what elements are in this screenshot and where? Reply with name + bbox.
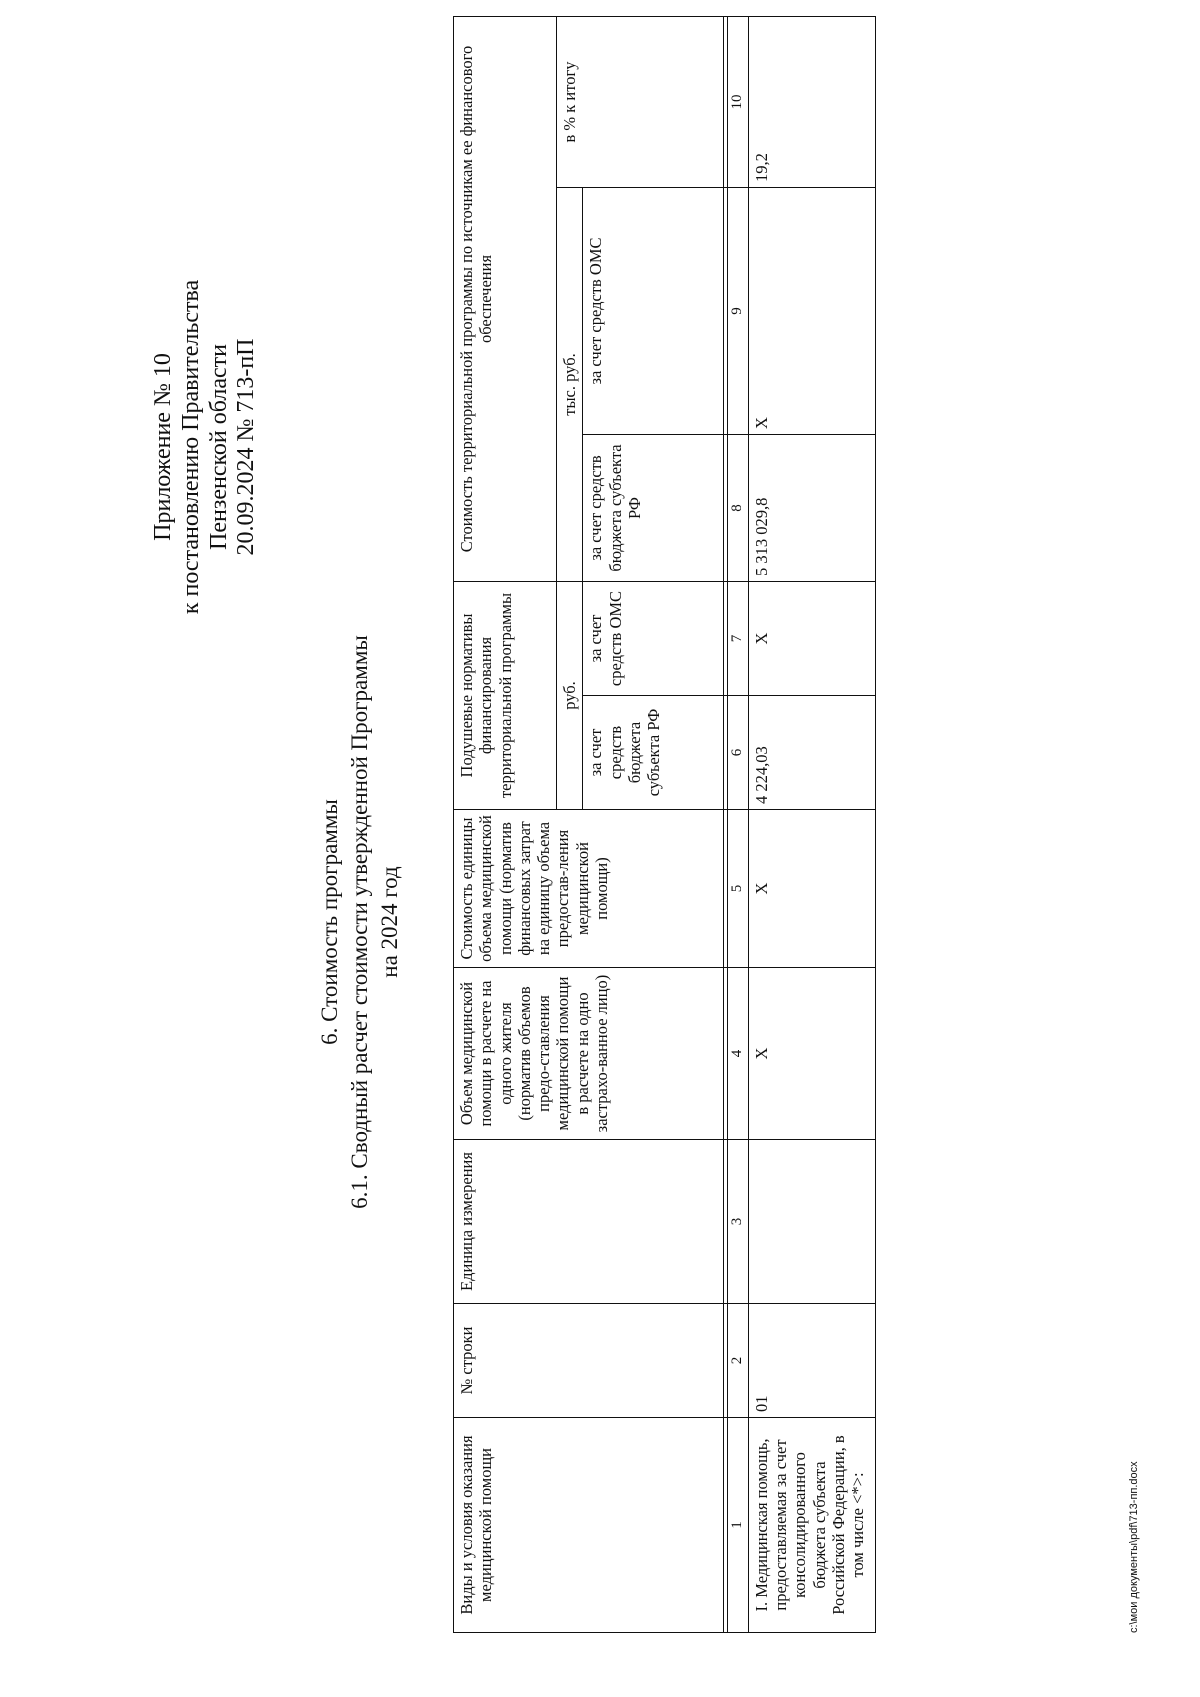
row-budget-cost: 5 313 029,8 (748, 435, 875, 582)
column-numbers-row (728, 16, 749, 1632)
row-oms-cost: Х (748, 188, 875, 435)
subsection-title: 6.1. Сводный расчет стоимости утвержденной Программы (346, 635, 372, 1209)
column-number: 10 (728, 16, 749, 187)
appendix-region: Пензенской области (205, 344, 232, 550)
row-unit-cost: Х (748, 810, 875, 968)
row-kind: I. Медицинская помощь, предоставляемая за счет консолидированного бюджета субъекта Российской Федерации, в том числе <*>: (748, 1418, 875, 1633)
row-percent: 19,2 (748, 16, 875, 187)
cost-table (453, 16, 876, 1633)
row-oms-per-capita: Х (748, 582, 875, 696)
table-row (748, 16, 875, 1632)
col-header-oms-per-capita: за счет средств ОМС (583, 582, 724, 696)
col-header-unit-cost: Стоимость единицы объема медицинской помощи (норматив финансовых затрат на единицу объема предостав-ления медицинской помощи) (454, 810, 724, 968)
unit-thousand-rub-label: тыс. руб. (557, 188, 583, 582)
appendix-number: Приложение № 10 (150, 353, 176, 541)
appendix-decree: к постановлению Правительства (177, 279, 204, 615)
column-number: 1 (728, 1418, 749, 1633)
col-header-unit: Единица измерения (454, 1140, 724, 1304)
column-number: 4 (728, 968, 749, 1140)
column-number: 8 (728, 435, 749, 582)
col-header-budget-per-capita: за счет средств бюджета субъекта РФ (583, 696, 724, 810)
unit-rub-label: руб. (557, 582, 583, 810)
appendix-date: 20.09.2024 № 713-пП (233, 338, 260, 556)
column-number: 7 (728, 582, 749, 696)
section-title: 6. Стоимость программы (317, 799, 342, 1045)
col-header-line: № строки (454, 1304, 724, 1418)
col-header-percent: в % к итогу (557, 16, 724, 187)
subsection-year: на 2024 год (376, 866, 402, 978)
column-number: 2 (728, 1304, 749, 1418)
row-budget-per-capita: 4 224,03 (748, 696, 875, 810)
column-number: 9 (728, 188, 749, 435)
column-number: 5 (728, 810, 749, 968)
appendix-header (150, 217, 261, 677)
col-header-program-cost: Стоимость территориальной программы по источникам ее финансового обеспечения (454, 16, 557, 581)
table-header-row (454, 16, 557, 1632)
row-unit (748, 1140, 875, 1304)
col-header-volume: Объем медицинской помощи в расчете на одного жителя (норматив объемов предо-ставления медицинской помощи в расчете на одно застрахо-ванное лицо) (454, 968, 724, 1140)
col-header-per-capita: Подушевые нормативы финансирования территориальной программы (454, 582, 557, 810)
file-path-footer: c:\мои документы\pdf\713-пп.docx (1128, 1461, 1140, 1633)
col-header-oms-cost: за счет средств ОМС (583, 188, 724, 435)
column-number: 6 (728, 696, 749, 810)
row-line-number: 01 (748, 1304, 875, 1418)
title-block (315, 342, 405, 1502)
column-number: 3 (728, 1140, 749, 1304)
col-header-kind: Виды и условия оказания медицинской помощи (454, 1418, 724, 1633)
row-volume: Х (748, 968, 875, 1140)
col-header-budget-cost: за счет средств бюджета субъекта РФ (583, 435, 724, 582)
